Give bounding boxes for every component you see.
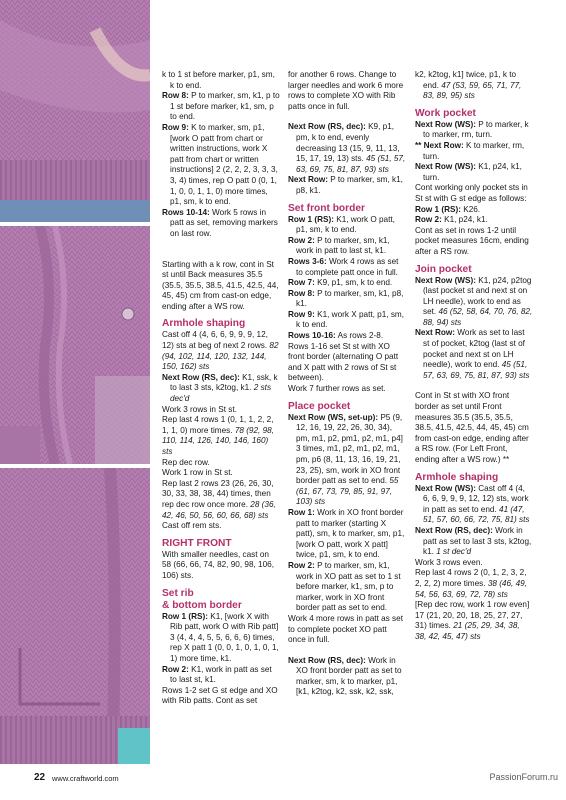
pattern-row: Row 9: K1, work X patt, p1, sm, k to end. <box>288 309 405 330</box>
pattern-row: Row 7: K9, p1, sm, k to end. <box>288 278 393 288</box>
page-number: 22 <box>34 772 46 783</box>
paragraph: Work 3 rows in St st. <box>162 404 237 414</box>
paragraph: Rep last 2 rows 23 (26, 26, 30, 30, 33, 38, 38, 44) times, then rep dec row once more. 28 (36, 42, 46, 50, 56, 60, 66, 68) sts <box>162 478 276 520</box>
page-footer <box>0 770 566 790</box>
website-link[interactable]: www.craftworld.com <box>52 774 119 783</box>
pattern-row: Row 1 (RS): K1, work O patt, p1, sm, k to end. <box>288 214 395 235</box>
pattern-row: Next Row (RS, dec): K1, ssk, k to last 3 sts, k2tog, k1. 2 sts dec'd <box>162 372 278 404</box>
pattern-row: Row 1 (RS): K26. <box>415 204 481 214</box>
pattern-row: Row 2: K1, work in patt as set to last st, k1. <box>162 664 272 685</box>
paragraph: k2, k2tog, k1] twice, p1, k to end. 47 (53, 59, 65, 71, 77, 83, 89, 95) sts <box>415 70 522 101</box>
section-heading: Set front border <box>288 202 365 214</box>
pattern-row: Row 2: K1, p24, k1. <box>415 215 488 225</box>
pattern-row: Row 1 (RS): K1, [work X with Rib patt, work O with Rib patt] 3 (4, 4, 4, 5, 5, 6, 6, 6) times, rep X patt 1 (0, 0, 1, 0, 1, 0, 1, 1) more time, k1. <box>162 611 279 663</box>
paragraph: Starting with a k row, cont in St st until Back measures 35.5 (35.5, 35.5, 38.5, 41.5, 42.5, 44, 45, 45) cm from cast-on edge, ending after a WS row. <box>162 259 279 311</box>
sweater-photo-pocket <box>0 468 150 764</box>
section-heading: Place pocket <box>288 400 351 412</box>
paragraph: Work 4 more rows in patt as set to complete pocket XO patt once in full. <box>288 613 403 645</box>
paragraph: [Rep dec row, work 1 row even] 17 (21, 20, 20, 18, 25, 27, 27, 31) times. 21 (25, 29, 34, 38, 38, 42, 45, 47) sts <box>415 600 530 641</box>
pattern-row: ** Next Row: K to marker, rm, turn. <box>415 140 525 161</box>
section-heading: Work pocket <box>415 107 476 119</box>
paragraph: Cont as set in rows 1-2 until pocket measures 16cm, ending after a RS row. <box>415 225 529 256</box>
section-heading: Set rib & bottom border <box>162 587 242 611</box>
text-column-2 <box>288 70 406 698</box>
pattern-row: Rows 10-14: Work 5 rows in patt as set, removing markers on last row. <box>162 207 278 238</box>
paragraph: Cast off rem sts. <box>162 521 222 531</box>
pattern-row: Row 8: P to marker, sm, k1, p8, k1. <box>288 288 404 309</box>
pattern-row: Rows 3-6: Work 4 rows as set to complete patt once in full. <box>288 256 399 277</box>
pattern-row: Next Row (WS): P to marker, k to marker, rm, turn. <box>415 119 529 140</box>
sweater-photo-border <box>0 226 150 464</box>
section-heading: Armhole shaping <box>162 318 246 330</box>
pattern-row: Row 2: P to marker, sm, k1, work in patt to last st, k1. <box>288 235 390 256</box>
pattern-row: Next Row (RS, dec): Work in patt as set to last 3 sts, k2tog, k1. 1 st dec'd <box>415 525 532 557</box>
pattern-row: Next Row (RS, dec): Work in XO front border patt as set to marker, sm, k to marker, p1, [k1, k2tog, k2, ssk, k2, ssk, <box>288 655 402 697</box>
paragraph: k to 1 st before marker, p1, sm, k to end. <box>162 70 275 90</box>
paragraph: Rep last 4 rows 2 (0, 1, 2, 3, 2, 2, 2, 2) more times. 38 (46, 49, 54, 56, 63, 69, 72, 78) sts <box>415 568 527 599</box>
pattern-row: Row 1: Work in XO front border patt to marker (starting X patt), sm, k to marker, sm, p1, [work O patt, work X patt] twice, p1, sm, k to end. <box>288 507 405 560</box>
sweater-photo-sleeve <box>0 0 150 222</box>
text-column-3 <box>415 70 533 643</box>
paragraph: Work 7 further rows as set. <box>288 384 386 394</box>
paragraph: Cont working only pocket sts in St st with G st edge as follows: <box>415 183 528 203</box>
paragraph: Rows 1-2 set G st edge and XO with Rib patts. Cont as set <box>162 685 278 706</box>
pattern-row: Rows 10-16: As rows 2-8. <box>288 331 384 341</box>
pattern-row: Row 9: K to marker, sm, p1, [work O patt from chart or written instructions, work X patt from chart or written instructions] 2 (2, 2, 2, 3, 3, 3, 3, 4) times, rep O patt 0 (0, 1, 1, 0, 0, 1, 1, 0) more times, p1, sm, k to end. <box>162 122 278 207</box>
paragraph: Rep last 4 rows 1 (0, 1, 1, 2, 2, 1, 1, 0) more times. 78 (92, 98, 110, 114, 126, 140, 146, 160) sts <box>162 415 274 456</box>
watermark: PassionForum.ru <box>489 772 558 782</box>
text-column-1 <box>162 70 280 707</box>
paragraph: Rows 1-16 set St st with XO front border (alternating O patt and X patt with 2 rows of St st between). <box>288 341 399 383</box>
pattern-row: Next Row: P to marker, sm, k1, p8, k1. <box>288 175 403 195</box>
pattern-row: Next Row (WS): K1, p24, p2tog (last pocket st and next st on LH needle), work to end as set. 46 (52, 58, 64, 70, 76, 82, 88, 94) sts <box>415 275 533 327</box>
pattern-row: Next Row (RS, dec): K9, p1, pm, k to end, evenly decreasing 13 (15, 9, 11, 13, 15, 17, 19, 13) sts. 45 (51, 57, 63, 69, 75, 81, 87, 93) sts <box>288 122 406 174</box>
section-heading: RIGHT FRONT <box>162 537 232 549</box>
pattern-row: Row 8: P to marker, sm, k1, p to 1 st before marker, k1, sm, p to end. <box>162 91 280 122</box>
pattern-row: Next Row (WS, set-up): P5 (9, 12, 16, 19, 22, 26, 30, 34), pm, m1, p2, pm1, p2, m1, p4] 3 times, m1, p2, m1, p2, m1, pm, p6 (8, 11, 13, 16, 19, 21, 23, 25), sm, work in XO front border patt as set to end. 55 (61, 67, 73, 79, 85, 91, 97, 103) sts <box>288 412 403 507</box>
section-heading: Armhole shaping <box>415 471 499 483</box>
paragraph: Work 3 rows even. <box>415 557 483 567</box>
section-heading: Join pocket <box>415 263 472 275</box>
paragraph: With smaller needles, cast on 58 (66, 66, 74, 82, 90, 98, 106, 106) sts. <box>162 549 274 580</box>
pattern-row: Row 2: P to marker, sm, k1, work in XO patt as set to 1 st before marker, k1, sm, p to marker, work in XO front border patt as set to end. <box>288 560 401 613</box>
paragraph: for another 6 rows. Change to larger needles and work 6 more rows to complete XO with Rib patts once in full. <box>288 70 404 111</box>
pattern-row: Next Row (WS): Cast off 4 (4, 6, 6, 9, 9, 9, 12, 12) sts, work in patt as set to end. 41 (47, 51, 57, 60, 66, 72, 75, 81) sts <box>415 483 530 525</box>
paragraph: Cont in St st with XO front border as set until Front measures 35.5 (35.5, 35.5, 38.5, 41.5, 42.5, 44, 45, 45) cm from cast-on edge, ending after a RS row. (For Left Front, ending after a WS row.) ** <box>415 391 529 464</box>
paragraph: Cast off 4 (4, 6, 6, 9, 9, 9, 12, 12) sts at beg of next 2 rows. 82 (94, 102, 114, 120, 132, 144, 150, 162) sts <box>162 330 279 372</box>
pattern-row: Next Row: Work as set to last st of pocket, k2tog (last st of pocket and next st on LH needle), work to end. 45 (51, 57, 63, 69, 75, 81, 87, 93) sts <box>415 328 530 380</box>
pattern-row: Next Row (WS): K1, p24, k1, turn. <box>415 162 522 182</box>
paragraph: Work 1 row in St st. <box>162 468 233 478</box>
paragraph: Rep dec row. <box>162 457 210 467</box>
